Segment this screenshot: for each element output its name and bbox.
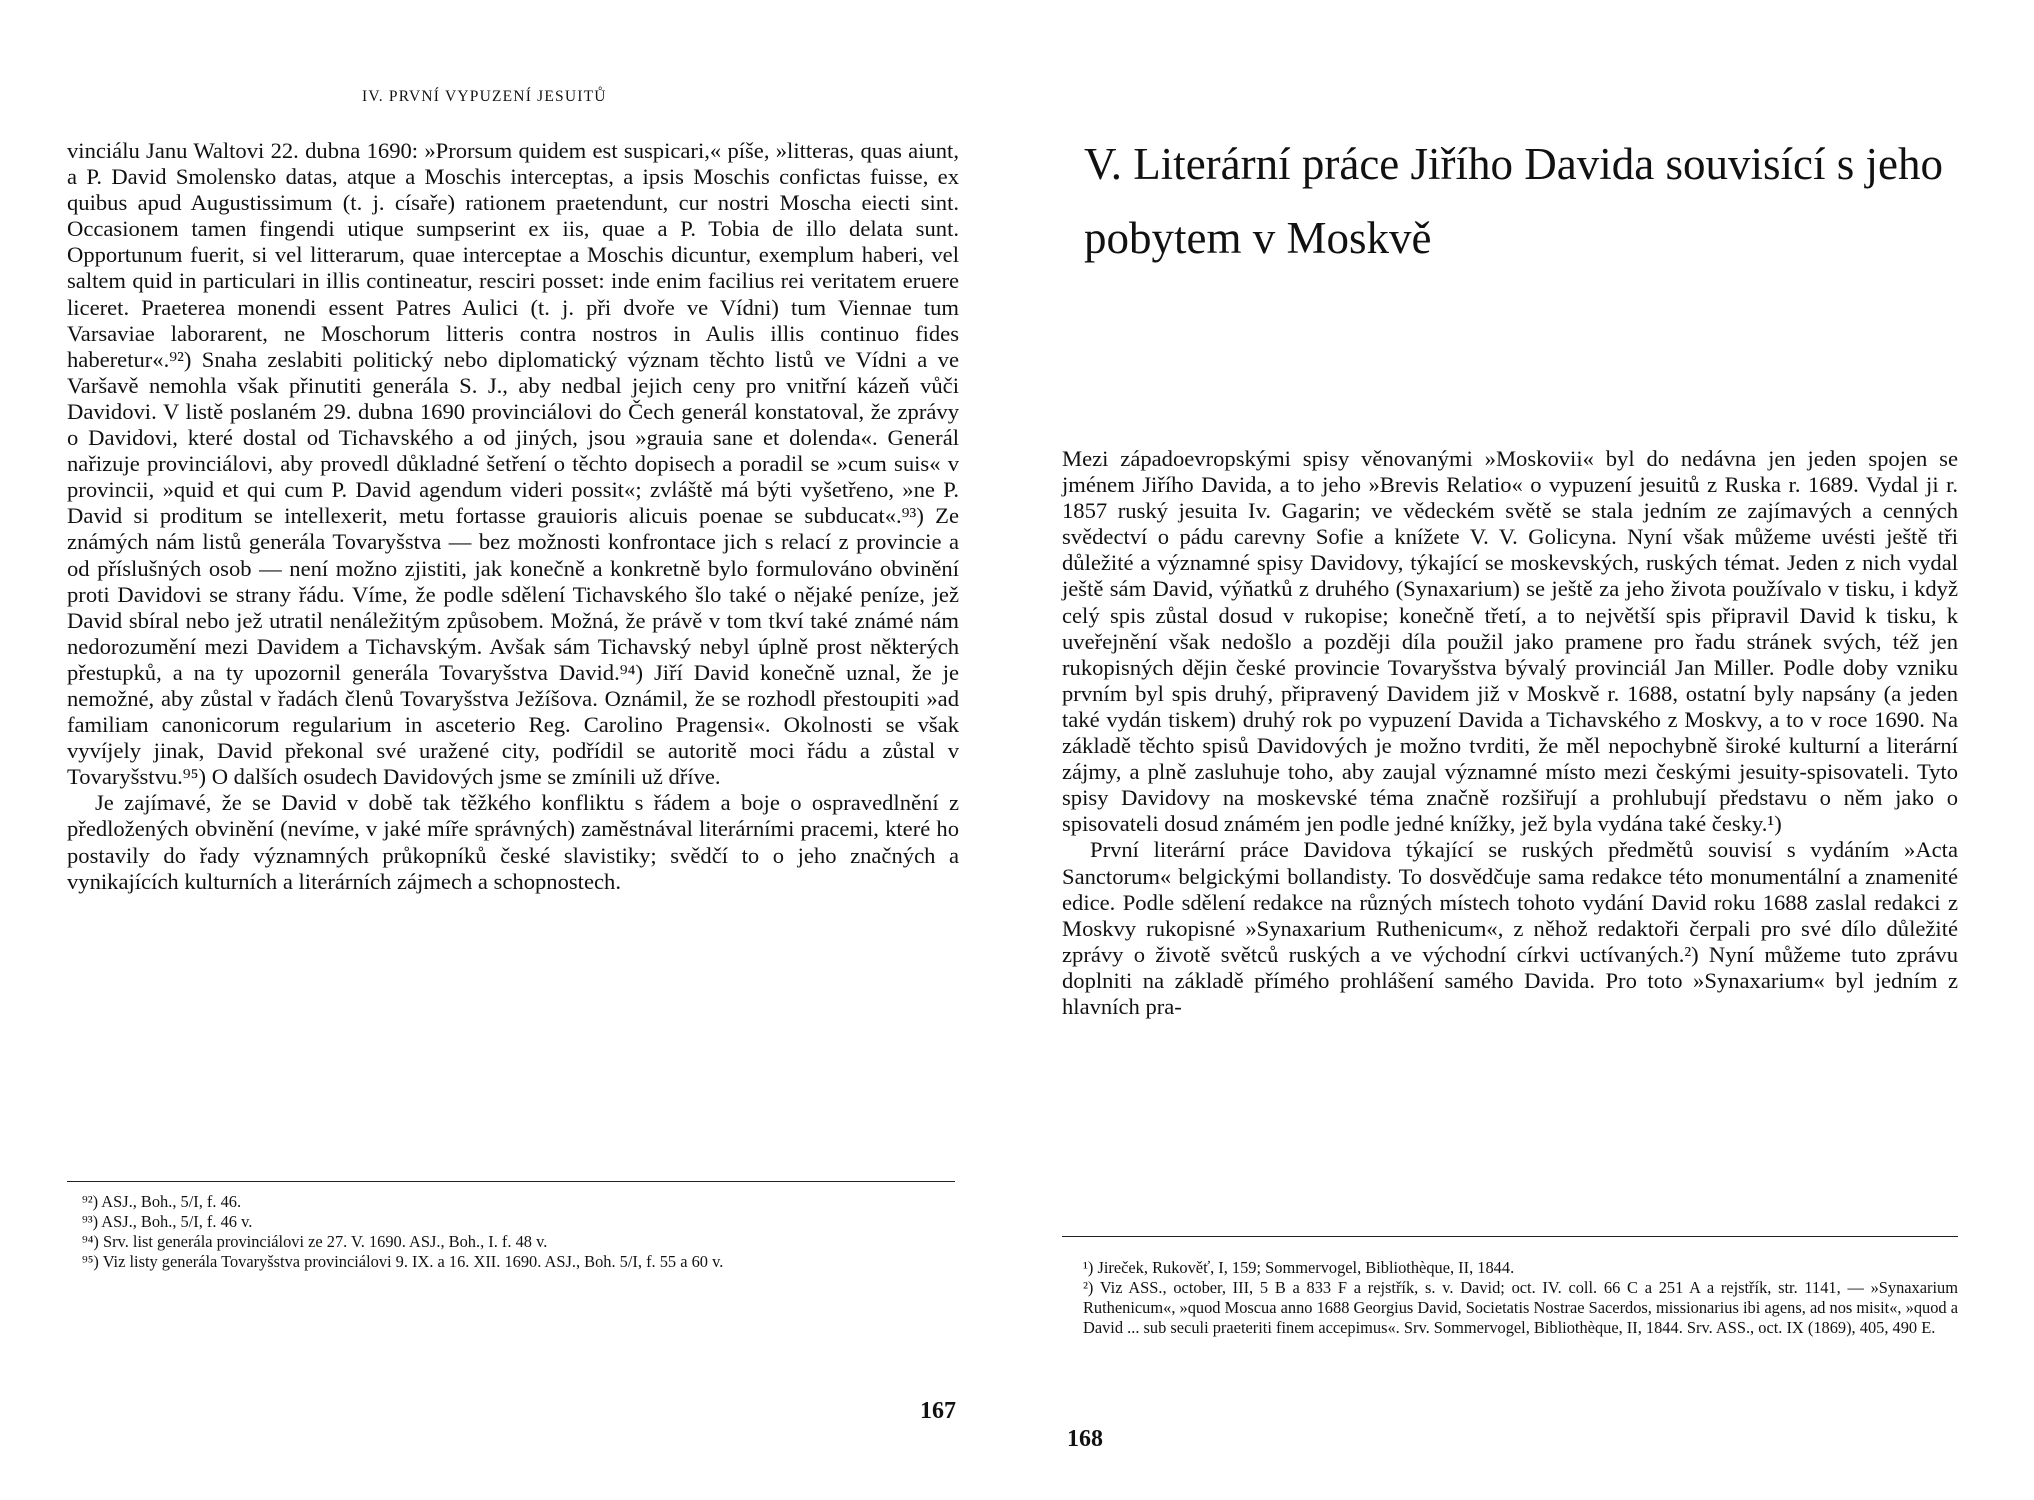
footnote: ⁹²) ASJ., Boh., 5/I, f. 46.: [82, 1192, 242, 1211]
body-paragraph: vinciálu Janu Waltovi 22. dubna 1690: »Prorsum quidem est suspicari,« píše, »litteras, quas aiunt, a P. David Smolensko datas, atque a Moschis interceptas, a ipsis Moschis confictas fuisse, ex quibus apud Augustissimum (t. j. císaře) rationem praetendunt, cur nostri Moscha eiecti sint. Occasionem tamen fingendi utique sumpserint ex iis, quae a P. Tobia de illo delata sunt. Opportunum fuerit, si vel litterarum, quae interceptae a Moschis dicuntur, exemplum haberi, vel saltem quid in particulari in illis contineatur, resciri posset: inde enim facilius rei veritatem eruere liceret. Praeterea monendi essent Patres Aulici (t. j. při dvoře ve Vídni) tum Viennae tum Varsaviae laborarent, ne Moschorum litteris contra nostros in Aulis illis continuo fides haberetur«.⁹²) Snaha zeslabiti politický nebo diplomatický význam těchto listů ve Vídni a ve Varšavě nemohla však přinutiti generála S. J., aby nedbal jejich ceny pro vnitřní kázeň vůči Davidovi. V listě poslaném 29. dubna 1690 provinciálovi do Čech generál konstatoval, že zprávy o Davidovi, které dostal od Tichavského a od jiných, jsou »grauia sane et dolenda«. Generál nařizuje provinciálovi, aby provedl důkladné šetření o těchto dopisech a poradil se »cum suis« v provincii, »quid et qui cum P. David agendum videri possit«; zvláště má býti vyšetřeno, »ne P. David si proditum se intellexerit, metu fortasse grauioris alicuis poenae se subducat«.⁹³) Ze známých nám listů generála Tovaryšstva — bez možnosti konfrontace jich s relací z provincie a od příslušných osob — není možno zjistiti, jak konečně a konkretně bylo formulováno obvinění proti Davidovi se strany řádu. Víme, že podle sdělení Tichavského šlo také o nějaké peníze, jež David sbíral nebo jež utratil nenáležitým způsobem. Možná, že právě v tom tkví také známé nám nedorozumění mezi Davidem a Tichavským. Avšak sám Tichavský nebyl úplně prost některých přestupků, a na ty upozornil generála Tovaryšstva David.⁹⁴) Jiří David konečně uznal, že je nemožné, aby zůstal v řadách členů Tovaryšstva Ježíšova. Oznámil, že se rozhodl přestoupiti »ad familiam canonicorum regularium in asceterio Reg. Carolino Pragensi«. Okolnosti se však vyvíjely jinak, David překonal své uražené city, podřídil se autoritě moci řádu a zůstal v Tovaryšstvu.⁹⁵) O dalších osudech Davidových jsme se zmínili už dříve.: [67, 138, 959, 790]
footnotes: [82, 1192, 959, 1272]
left-body-text: [67, 138, 959, 895]
right-page: [1017, 0, 2034, 1500]
footnotes: [1083, 1258, 1958, 1338]
footnote: ²) Viz ASS., october, III, 5 B a 833 F a rejstřík, s. v. David; oct. IV. coll. 66 C a 251 A a rejstřík, str. 1141, — »Synaxarium Ruthenicum«, »quod Moscua anno 1688 Georgius David, Societatis Nostrae Sacerdos, missionarius ibi agens, ad nos misit«, »quod a David ... sub seculi praeteriti finem accepimus«. Srv. Sommervogel, Bibliothèque, II, 1844. Srv. ASS., oct. IX (1869), 405, 490 E.: [1083, 1278, 1958, 1337]
chapter-title: V. Literární práce Jiřího Davida souvisící s jeho pobytem v Moskvě: [1084, 139, 1943, 263]
footnote-divider: [67, 1181, 955, 1182]
body-paragraph: První literární práce Davidova týkající se ruských předmětů souvisí s vydáním »Acta Sanctorum« belgickými bollandisty. To dosvědčuje sama redakce této monumentální a znamenité edice. Podle sdělení redakce na různých místech tohoto vydání David roku 1688 zaslal redakci z Moskvy rukopisné »Synaxarium Ruthenicum«, z něhož redaktoři čerpali pro své dílo důležité zprávy o životě světců ruských a ve východní církvi uctívaných.²) Nyní můžeme tuto zprávu doplniti na základě přímého prohlášení samého Davida. Pro toto »Synaxarium« byl jedním z hlavních pra-: [1062, 837, 1958, 1019]
left-page: [0, 0, 1000, 1500]
footnote: ¹) Jireček, Rukověť, I, 159; Sommervogel, Bibliothèque, II, 1844.: [1083, 1258, 1515, 1277]
footnote: ⁹³) ASJ., Boh., 5/I, f. 46 v.: [82, 1212, 253, 1231]
body-paragraph: Je zajímavé, že se David v době tak těžkého konfliktu s řádem a boje o ospravedlnění z předložených obvinění (nevíme, v jaké míře správných) zaměstnával literárními pracemi, které ho postavily do řady významných průkopníků české slavistiky; svědčí to o jeho značných a vynikajících kulturních a literárních zájmech a schopnostech.: [67, 790, 959, 894]
right-body-text: [1062, 446, 1958, 1020]
footnote: ⁹⁴) Srv. list generála provinciálovi ze 27. V. 1690. ASJ., Boh., I. f. 48 v.: [82, 1232, 548, 1251]
running-head: IV. PRVNÍ VYPUZENÍ JESUITŮ: [362, 88, 607, 105]
body-paragraph: Mezi západoevropskými spisy věnovanými »Moskovii« byl do nedávna jen jeden spojen se jménem Jiřího Davida, a to jeho »Brevis Relatio« o vypuzení jesuitů z Ruska r. 1689. Vydal ji r. 1857 ruský jesuita Iv. Gagarin; ve vědeckém světě se stala jedním ze zajímavých a cenných svědectví o pádu carevny Sofie a knížete V. V. Golicyna. Nyní však můžeme uvésti ještě tři důležité a významné spisy Davidovy, týkající se moskevských, ruských témat. Jeden z nich vydal ještě sám David, výňatků z druhého (Synaxarium) se ještě za jeho života používalo v tisku, i když celý spis zůstal dosud v rukopise; konečně třetí, a to největší spis připravil David k tisku, k uveřejnění však nedošlo a později díla použil jako pramene pro řadu stránek svých, též jen rukopisných dějin české provincie Tovaryšstva bývalý provinciál Jan Miller. Podle doby vzniku prvním byl spis druhý, připravený Davidem již v Moskvě r. 1688, ostatní byly napsány (a jeden také vydán tiskem) druhý rok po vypuzení Davida a Tichavského z Moskvy, a to v roce 1690. Na základě těchto spisů Davidových je možno tvrditi, že měl nepochybně široké kulturní a literární zájmy, a plně zasluhuje toho, aby zaujal významné místo mezi českými jesuity-spisovateli. Tyto spisy Davidovy na moskevské téma značně rozšiřují a prohlubují představu o něm jako o spisovateli dosud známém jen podle jedné knížky, jež byla vydána také česky.¹): [1062, 446, 1958, 837]
footnote-divider: [1062, 1236, 1958, 1237]
page-number: 168: [1067, 1426, 1103, 1452]
page-number: 167: [920, 1398, 956, 1424]
footnote: ⁹⁵) Viz listy generála Tovaryšstva provinciálovi 9. IX. a 16. XII. 1690. ASJ., Boh. 5/I, f. 55 a 60 v.: [82, 1252, 724, 1271]
